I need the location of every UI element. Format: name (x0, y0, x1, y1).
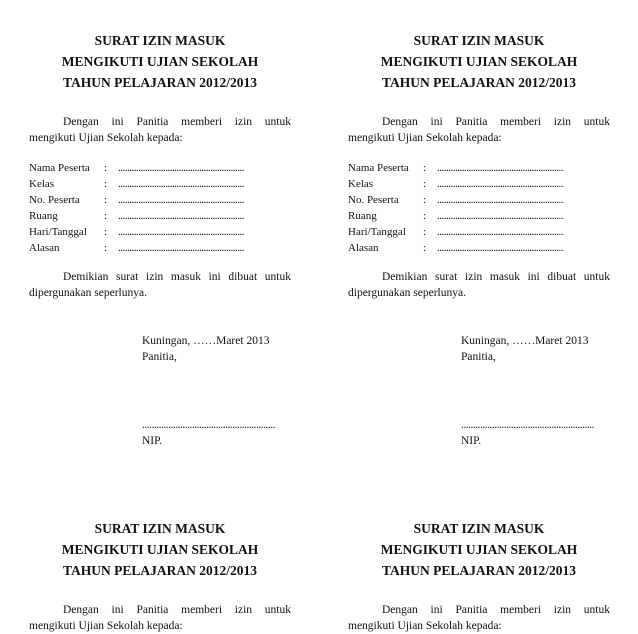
intro-line: Dengan ini Panitia memberi izin untuk (382, 116, 610, 128)
card-title (29, 30, 291, 93)
field-blank: ........................................................ (437, 178, 563, 190)
field-row-number (348, 192, 610, 208)
closing-line: Demikian surat izin masuk ini dibuat untuk (63, 271, 291, 283)
field-colon: : (104, 210, 108, 222)
intro-paragraph (348, 602, 610, 634)
field-row-date (29, 224, 291, 240)
field-colon: : (423, 178, 427, 190)
title-line: TAHUN PELAJARAN 2012/2013 (62, 563, 257, 578)
field-blank: ........................................................ (437, 226, 563, 238)
intro-line: mengikuti Ujian Sekolah kepada: (348, 132, 502, 144)
card-title (29, 518, 291, 581)
title-line: SURAT IZIN MASUK (413, 521, 545, 536)
field-colon: : (104, 194, 108, 206)
title-line: SURAT IZIN MASUK (94, 521, 226, 536)
field-blank: ........................................................ (118, 242, 244, 254)
card-title (348, 30, 610, 93)
signature-block (461, 333, 610, 449)
nip-label: NIP. (461, 435, 482, 447)
closing-line: Demikian surat izin masuk ini dibuat untuk (382, 271, 610, 283)
signature-line: ........................................................ (142, 419, 275, 431)
field-label: Nama Peserta (29, 162, 90, 174)
permit-card-top-right (348, 30, 610, 449)
field-row-room (348, 208, 610, 224)
title-line: TAHUN PELAJARAN 2012/2013 (381, 75, 576, 90)
field-label: Alasan (29, 242, 60, 254)
field-label: No. Peserta (348, 194, 399, 206)
field-label: No. Peserta (29, 194, 80, 206)
field-row-date (348, 224, 610, 240)
closing-paragraph (29, 269, 291, 301)
field-colon: : (104, 178, 108, 190)
field-label: Nama Peserta (348, 162, 409, 174)
field-blank: ........................................................ (118, 178, 244, 190)
title-line: MENGIKUTI UJIAN SEKOLAH (61, 542, 259, 557)
field-label: Hari/Tanggal (348, 226, 406, 238)
place-date: Kuningan, ……Maret 2013 (461, 335, 589, 347)
title-line: TAHUN PELAJARAN 2012/2013 (62, 75, 257, 90)
field-blank: ........................................................ (118, 210, 244, 222)
intro-line: Dengan ini Panitia memberi izin untuk (63, 116, 291, 128)
intro-line: mengikuti Ujian Sekolah kepada: (29, 132, 183, 144)
field-row-class (348, 176, 610, 192)
title-line: SURAT IZIN MASUK (413, 33, 545, 48)
signer-role: Panitia, (461, 351, 496, 363)
field-label: Kelas (29, 178, 55, 190)
field-colon: : (423, 226, 427, 238)
permit-card-bottom-right (348, 518, 610, 634)
field-row-name (348, 160, 610, 176)
field-colon: : (423, 242, 427, 254)
field-colon: : (104, 162, 108, 174)
intro-line: Dengan ini Panitia memberi izin untuk (63, 604, 291, 616)
field-blank: ........................................................ (118, 226, 244, 238)
field-row-reason (348, 240, 610, 256)
field-colon: : (423, 210, 427, 222)
intro-paragraph (348, 114, 610, 146)
field-row-name (29, 160, 291, 176)
field-label: Alasan (348, 242, 379, 254)
closing-paragraph (348, 269, 610, 301)
permit-card-bottom-left (29, 518, 291, 634)
title-line: TAHUN PELAJARAN 2012/2013 (381, 563, 576, 578)
signature-block (142, 333, 291, 449)
field-blank: ........................................................ (118, 162, 244, 174)
field-blank: ........................................................ (118, 194, 244, 206)
intro-line: Dengan ini Panitia memberi izin untuk (382, 604, 610, 616)
field-row-reason (29, 240, 291, 256)
title-line: MENGIKUTI UJIAN SEKOLAH (380, 542, 578, 557)
permit-card-top-left (29, 30, 291, 449)
field-label: Hari/Tanggal (29, 226, 87, 238)
intro-line: mengikuti Ujian Sekolah kepada: (29, 620, 183, 632)
title-line: MENGIKUTI UJIAN SEKOLAH (380, 54, 578, 69)
field-row-class (29, 176, 291, 192)
signature-line: ........................................................ (461, 419, 594, 431)
card-title (348, 518, 610, 581)
intro-line: mengikuti Ujian Sekolah kepada: (348, 620, 502, 632)
field-colon: : (423, 194, 427, 206)
field-blank: ........................................................ (437, 210, 563, 222)
closing-line: dipergunakan seperlunya. (348, 287, 466, 299)
nip-label: NIP. (142, 435, 163, 447)
participant-fields (348, 160, 610, 256)
field-blank: ........................................................ (437, 194, 563, 206)
closing-line: dipergunakan seperlunya. (29, 287, 147, 299)
field-colon: : (104, 242, 108, 254)
participant-fields (29, 160, 291, 256)
field-label: Ruang (29, 210, 58, 222)
field-colon: : (104, 226, 108, 238)
signer-role: Panitia, (142, 351, 177, 363)
field-colon: : (423, 162, 427, 174)
intro-paragraph (29, 602, 291, 634)
title-line: SURAT IZIN MASUK (94, 33, 226, 48)
intro-paragraph (29, 114, 291, 146)
field-blank: ........................................................ (437, 162, 563, 174)
field-blank: ........................................................ (437, 242, 563, 254)
field-label: Kelas (348, 178, 374, 190)
place-date: Kuningan, ……Maret 2013 (142, 335, 270, 347)
field-row-number (29, 192, 291, 208)
title-line: MENGIKUTI UJIAN SEKOLAH (61, 54, 259, 69)
field-row-room (29, 208, 291, 224)
field-label: Ruang (348, 210, 377, 222)
